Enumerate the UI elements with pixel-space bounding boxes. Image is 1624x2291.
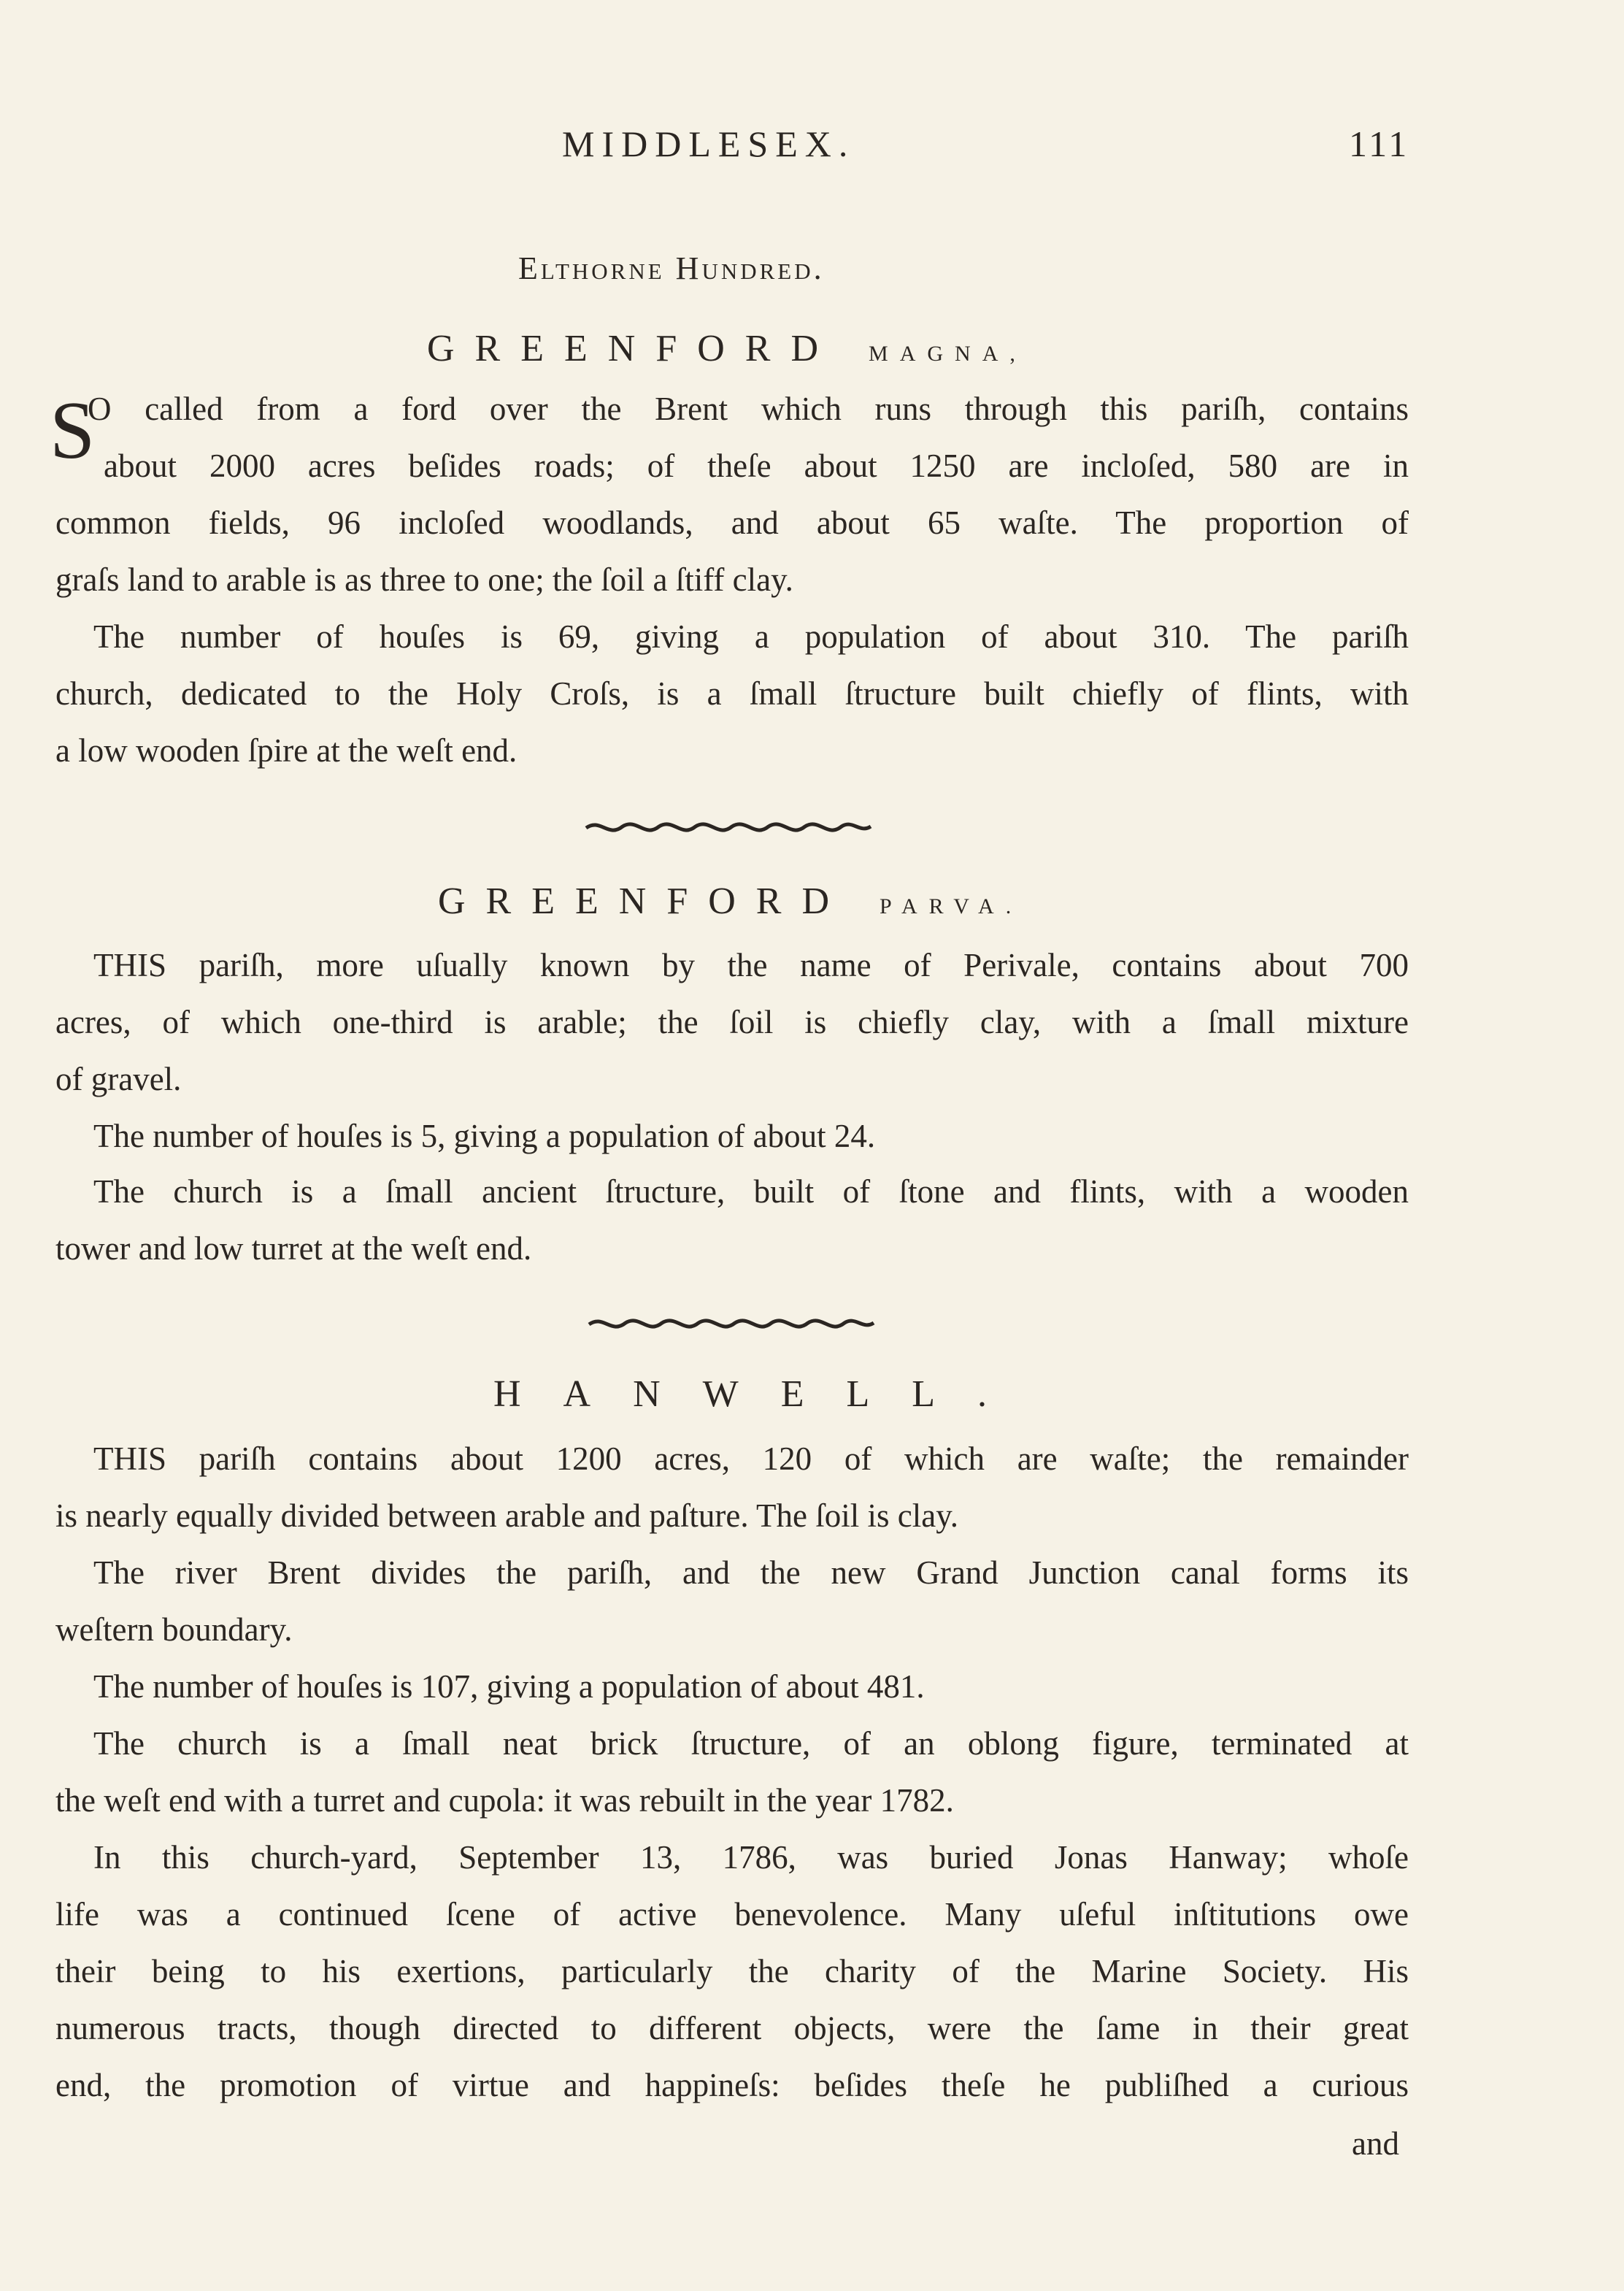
greenford-parva-heading — [438, 880, 1023, 923]
text-line: O called from a ford over the Brent which runs through this pariſh, contains — [88, 391, 1409, 427]
decorative-ornament-divider — [585, 1313, 877, 1335]
text-line: their being to his exertions, particularly the charity of the Marine Society. His — [55, 1953, 1409, 1989]
text-line: a low wooden ſpire at the weſt end. — [55, 732, 517, 769]
text-line: about 2000 acres beſides roads; of theſe about 1250 are incloſed, 580 are in — [104, 448, 1409, 484]
running-title: MIDDLESEX. — [562, 123, 855, 164]
text-line: the weſt end with a turret and cupola: it was rebuilt in the year 1782. — [55, 1782, 954, 1819]
text-line: The church is a ſmall ancient ſtructure, built of ſtone and flints, with a wooden — [93, 1173, 1409, 1210]
greenford-magna-subtitle: MAGNA, — [869, 342, 1027, 366]
text-line: is nearly equally divided between arable and paſture. The ſoil is clay. — [55, 1497, 959, 1534]
text-line: acres, of which one-third is arable; the ſoil is chiefly clay, with a ſmall mixture — [55, 1004, 1409, 1040]
text-line: numerous tracts, though directed to different objects, were the ſame in their great — [55, 2010, 1409, 2046]
text-line: THIS pariſh contains about 1200 acres, 120 of which are waſte; the remainder — [93, 1440, 1409, 1477]
page-number: 111 — [1349, 123, 1410, 164]
section-title: Elthorne Hundred. — [518, 250, 825, 286]
text-line: The number of houſes is 107, giving a population of about 481. — [93, 1668, 925, 1705]
text-line: end, the promotion of virtue and happineſs: beſides theſe he publiſhed a curious — [55, 2067, 1409, 2103]
greenford-parva-subtitle: PARVA. — [880, 894, 1023, 918]
text-line: life was a continued ſcene of active benevolence. Many uſeful inſtitutions owe — [55, 1896, 1409, 1933]
text-line: THIS pariſh, more uſually known by the name of Perivale, contains about 700 — [93, 947, 1409, 983]
catchword: and — [1352, 2125, 1399, 2162]
greenford-magna-heading — [427, 327, 1027, 370]
text-line: The church is a ſmall neat brick ſtructure, of an oblong figure, terminated at — [93, 1725, 1409, 1762]
text-line: common fields, 96 incloſed woodlands, and about 65 waſte. The proportion of — [55, 504, 1409, 541]
text-line: weſtern boundary. — [55, 1611, 293, 1648]
text-line: of gravel. — [55, 1061, 182, 1097]
text-line: The number of houſes is 69, giving a population of about 310. The pariſh — [93, 618, 1409, 655]
text-line: The river Brent divides the pariſh, and the new Grand Junction canal forms its — [93, 1554, 1409, 1591]
hanwell-heading: HANWELL. — [493, 1373, 1030, 1415]
text-line: graſs land to arable is as three to one; the ſoil a ſtiff clay. — [55, 561, 793, 598]
greenford-magna-title: GREENFORD — [427, 328, 839, 369]
text-line: In this church-yard, September 13, 1786, was buried Jonas Hanway; whoſe — [93, 1839, 1409, 1876]
drop-cap: S — [50, 385, 96, 476]
decorative-ornament-divider — [582, 816, 874, 838]
greenford-parva-title: GREENFORD — [438, 880, 850, 922]
text-line: The number of houſes is 5, giving a population of about 24. — [93, 1118, 876, 1154]
text-line: tower and low turret at the weſt end. — [55, 1230, 532, 1267]
text-line: church, dedicated to the Holy Croſs, is a ſmall ſtructure built chiefly of flints, with — [55, 675, 1409, 712]
